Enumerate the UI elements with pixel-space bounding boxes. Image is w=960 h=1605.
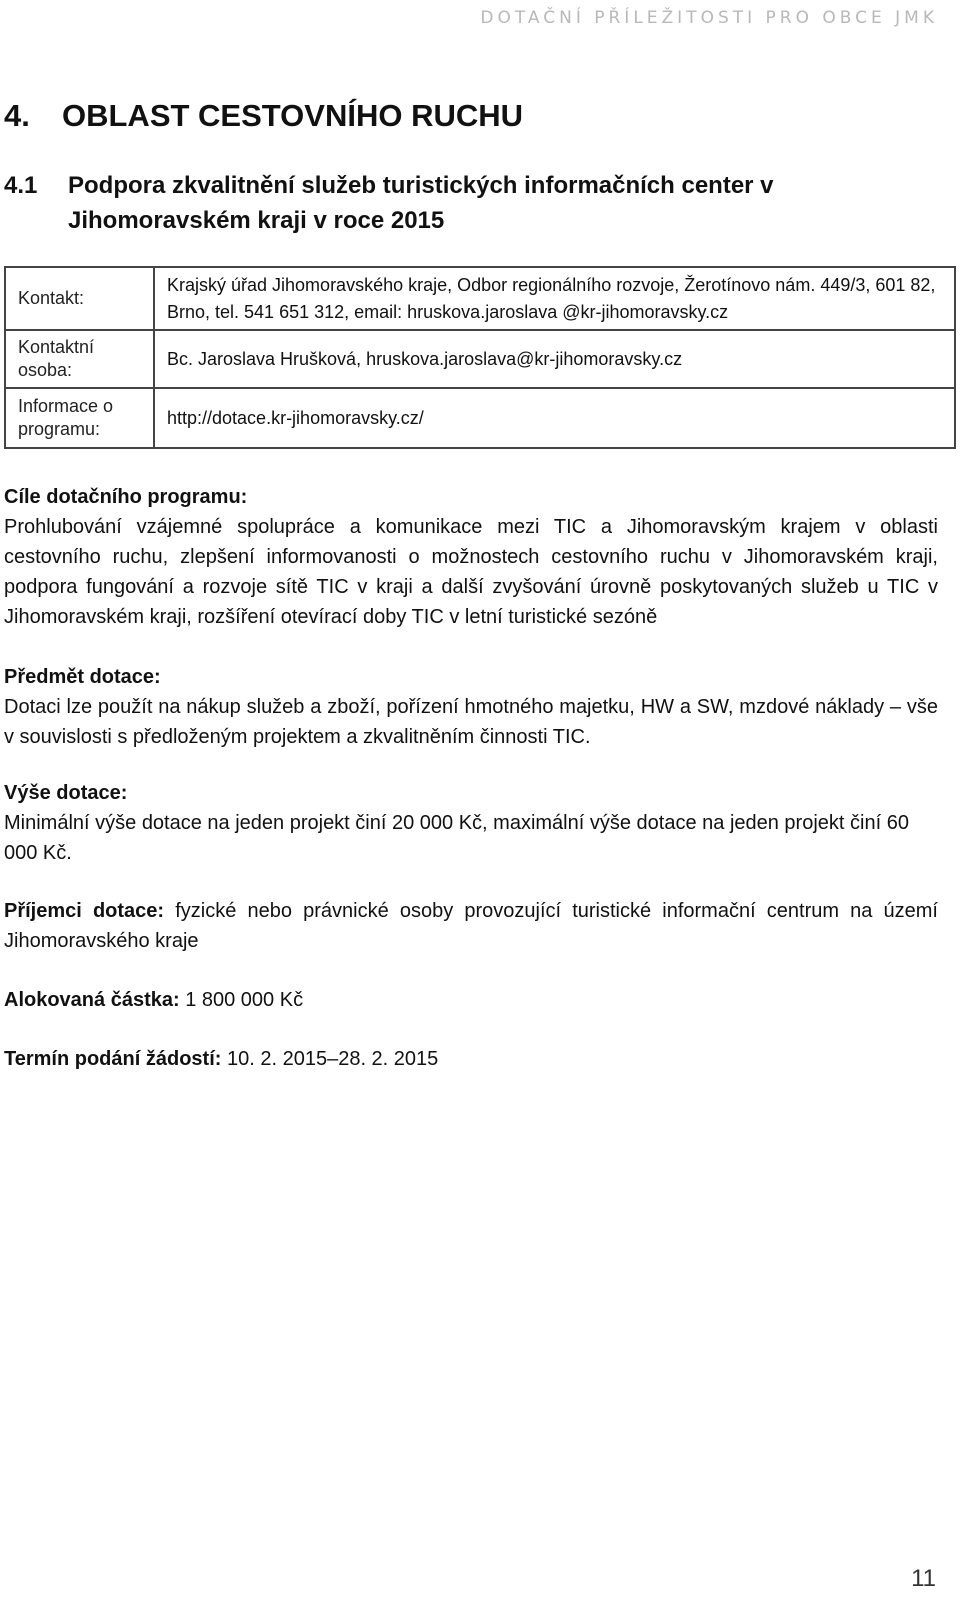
chapter-title: OBLAST CESTOVNÍHO RUCHU xyxy=(62,98,524,133)
contact-value: Krajský úřad Jihomoravského kraje, Odbor regionálního rozvoje, Žerotínovo nám. 449/3, 601 82, Brno, tel. 541 651 312, email: hruskova.jaroslava @kr-jihomoravsky.cz xyxy=(154,267,955,330)
allocated-text: 1 800 000 Kč xyxy=(185,989,304,1011)
amount-text: Minimální výše dotace na jeden projekt činí 20 000 Kč, maximální výše dotace na jeden projekt činí 60 000 Kč. xyxy=(4,812,909,864)
section-heading xyxy=(4,168,888,238)
allocated-label: Alokovaná částka: xyxy=(4,989,180,1011)
section-title: Podpora zkvalitnění služeb turistických informačních center v Jihomoravském kraji v roce 2015 xyxy=(68,172,774,234)
chapter-heading xyxy=(4,98,523,134)
goals-block xyxy=(4,482,938,632)
contact-table xyxy=(4,266,956,449)
program-info-label: Informace o programu: xyxy=(5,388,154,448)
program-info-link[interactable]: http://dotace.kr-jihomoravsky.cz/ xyxy=(154,388,955,448)
allocated-block xyxy=(4,985,938,1015)
chapter-number: 4. xyxy=(4,98,30,133)
recipients-text: fyzické nebo právnické osoby provozující turistické informační centrum na území Jihomoravského kraje xyxy=(4,900,938,952)
page-number: 11 xyxy=(911,1565,936,1592)
subject-text: Dotaci lze použít na nákup služeb a zboží, pořízení hmotného majetku, HW a SW, mzdové náklady – vše v souvislosti s předloženým projektem a zkvalitněním činnosti TIC. xyxy=(4,696,938,748)
running-header: DOTAČNÍ PŘÍLEŽITOSTI PRO OBCE JMK xyxy=(480,8,938,28)
recipients-label: Příjemci dotace: xyxy=(4,900,165,922)
contact-row xyxy=(5,267,955,330)
amount-block xyxy=(4,778,938,868)
deadline-text: 10. 2. 2015–28. 2. 2015 xyxy=(226,1048,439,1070)
subject-block xyxy=(4,662,938,752)
goals-label: Cíle dotačního programu: xyxy=(4,486,248,508)
section-number: 4.1 xyxy=(4,172,38,199)
deadline-block xyxy=(4,1044,938,1074)
contact-person-value: Bc. Jaroslava Hrušková, hruskova.jaroslava@kr-jihomoravsky.cz xyxy=(154,330,955,388)
deadline-label: Termín podání žádostí: xyxy=(4,1048,222,1070)
contact-person-row xyxy=(5,330,955,388)
goals-text: Prohlubování vzájemné spolupráce a komunikace mezi TIC a Jihomoravským krajem v oblasti cestovního ruchu, zlepšení informovanosti o možnostech cestovního ruchu v Jihomoravském kraji, podpora fungování a rozvoje sítě TIC v kraji a další zvyšování úrovně poskytovaných služeb u TIC v Jihomoravském kraji, rozšíření otevírací doby TIC v letní turistické sezóně xyxy=(4,516,938,628)
subject-label: Předmět dotace: xyxy=(4,666,161,688)
contact-label: Kontakt: xyxy=(5,267,154,330)
contact-person-label: Kontaktní osoba: xyxy=(5,330,154,388)
amount-label: Výše dotace: xyxy=(4,782,128,804)
program-info-row xyxy=(5,388,955,448)
recipients-block xyxy=(4,896,938,956)
